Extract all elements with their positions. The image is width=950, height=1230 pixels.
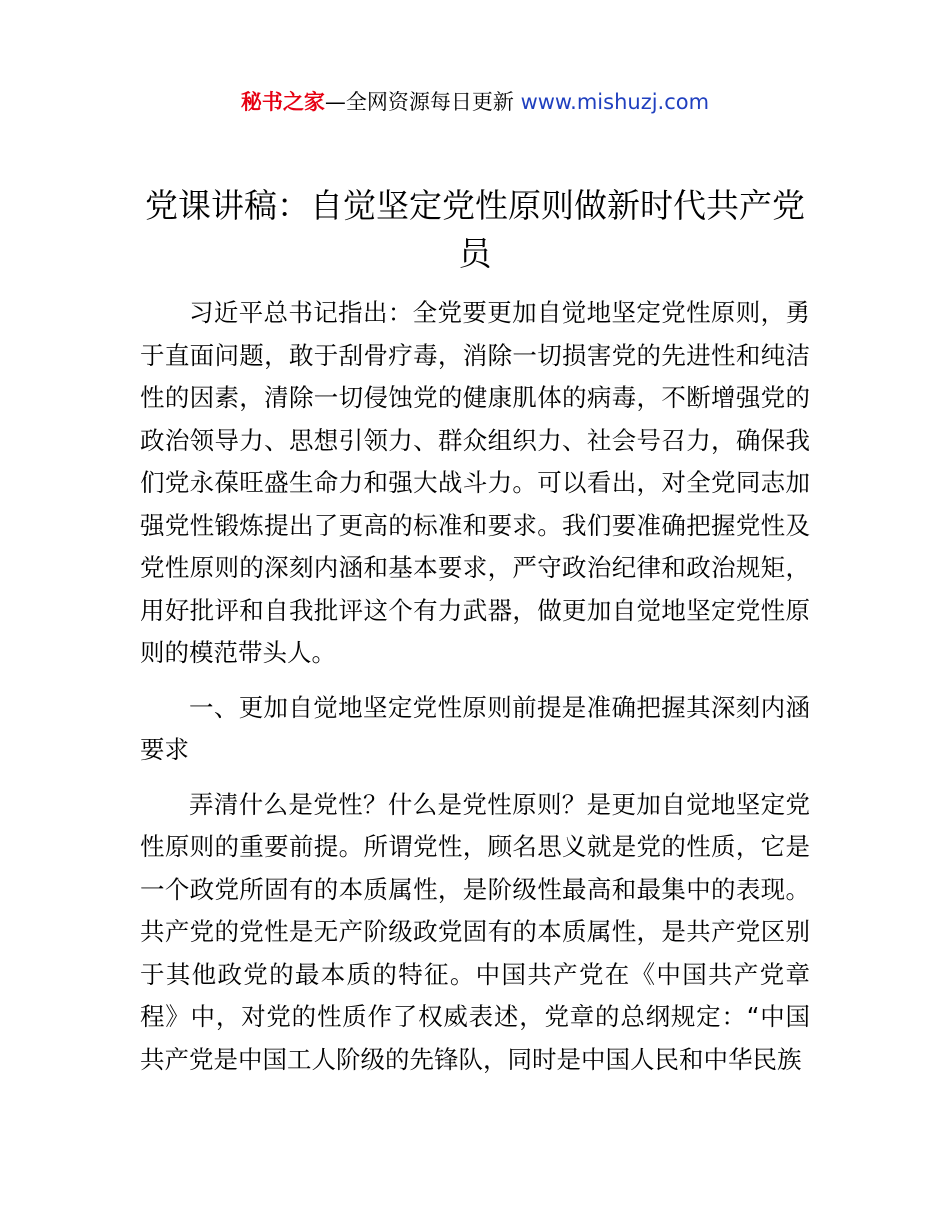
section-heading: 一、更加自觉地坚定党性原则前提是准确把握其深刻内涵要求: [140, 692, 810, 764]
site-url-link[interactable]: www.mishuzj.com: [520, 90, 710, 114]
document-title: 党课讲稿：自觉坚定党性原则做新时代共产党员: [145, 186, 805, 273]
document-body: [140, 292, 810, 1093]
site-brand: 秘书之家: [240, 90, 325, 114]
intro-paragraph: 习近平总书记指出：全党要更加自觉地坚定党性原则，勇于直面问题，敢于刮骨疗毒，消除一切损害党的先进性和纯洁性的因素，清除一切侵蚀党的健康肌体的病毒，不断增强党的政治领导力、思想引领力、群众组织力、社会号召力，确保我们党永葆旺盛生命力和强大战斗力。可以看出，对全党同志加强党性锻炼提出了更高的标准和要求。我们要准确把握党性及党性原则的深刻内涵和基本要求，严守政治纪律和政治规矩，用好批评和自我批评这个有力武器，做更加自觉地坚定党性原则的模范带头人。: [140, 298, 810, 667]
body-paragraph: 弄清什么是党性？什么是党性原则？是更加自觉地坚定党性原则的重要前提。所谓党性，顾名思义就是党的性质，它是一个政党所固有的本质属性，是阶级性最高和最集中的表现。共产党的党性是无产阶级政党固有的本质属性，是共产党区别于其他政党的最本质的特征。中国共产党在《中国共产党章程》中，对党的性质作了权威表述，党章的总纲规定：“中国共产党是中国工人阶级的先锋队，同时是中国人民和中华民族: [140, 789, 810, 1074]
site-tagline: —全网资源每日更新: [324, 90, 521, 114]
site-header: [0, 88, 950, 116]
